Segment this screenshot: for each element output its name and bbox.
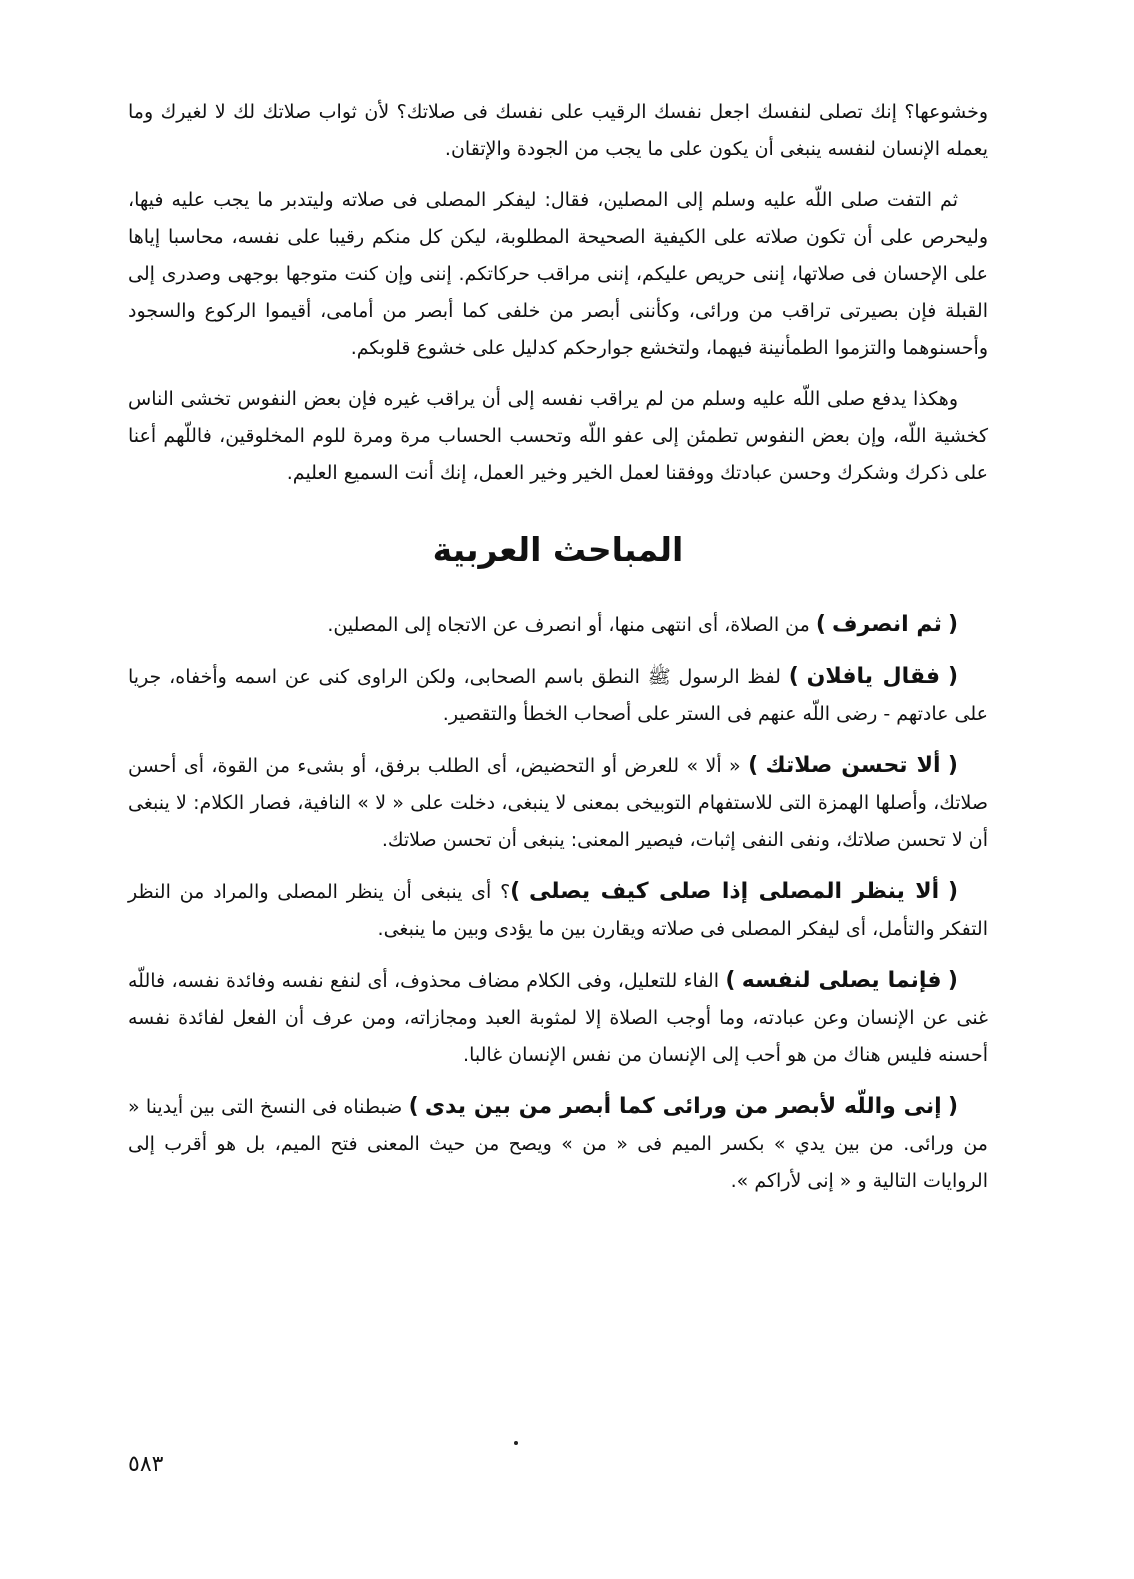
body-paragraph-1: وخشوعها؟ إنك تصلى لنفسك اجعل نفسك الرقيب على نفسك فى صلاتك؟ لأن ثواب صلاتك لك لا لغيرك وما يعمله الإنسان لنفسه ينبغى أن يكون على ما يجب من الجودة والإتقان. xyxy=(128,101,988,160)
gloss-entry: ( ثم انصرف ) من الصلاة، أى انتهى منها، أو انصرف عن الاتجاه إلى المصلين. xyxy=(327,612,958,637)
decorative-dot xyxy=(514,1441,518,1445)
section-heading: المباحث العربية xyxy=(432,530,684,569)
gloss-term: ألا تحسن صلاتك xyxy=(765,753,941,778)
gloss-term: ثم انصرف xyxy=(831,612,942,637)
gloss-text: من الصلاة، أى انتهى منها، أو انصرف عن الاتجاه إلى المصلين. xyxy=(327,614,810,636)
gloss-text: ؟ أى ينبغى أن ينظر المصلى والمراد من النظر التفكر والتأمل، أى ليفكر المصلى فى صلاته ويقارن بين ما يؤدى وبين ما ينبغى. xyxy=(128,881,988,940)
gloss-text: لفظ الرسول ﷺ النطق باسم الصحابى، ولكن الراوى كنى عن اسمه وأخفاه، جريا على عادتهم - رضى اللّه عنهم فى الستر على أصحاب الخطأ والتقصير. xyxy=(128,666,988,725)
page-content xyxy=(128,94,988,1214)
gloss-entry: ( ألا ينظر المصلى إذا صلى كيف يصلى )؟ أى ينبغى أن ينظر المصلى والمراد من النظر التفكر والتأمل، أى ليفكر المصلى فى صلاته ويقارن بين ما يؤدى وبين ما ينبغى. xyxy=(128,879,988,940)
body-paragraph-2: ثم التفت صلى اللّه عليه وسلم إلى المصلين، فقال: ليفكر المصلى فى صلاته وليتدبر ما يجب عليه فيها، وليحرص على أن تكون صلاته على الكيفية الصحيحة المطلوبة، ليكن كل منكم رقيبا على نفسه، محاسبا إياها على الإحسان فى صلاتها، إننى حريص عليكم، إننى مراقب حركاتكم. إننى وإن كنت متوجها بوجهى وصدرى إلى القبلة فإن بصيرتى تراقب من ورائى، وكأننى أبصر من خلفى كما أبصر من أمامى، أقيموا الركوع والسجود وأحسنوهما والتزموا الطمأنينة فيهما، ولتخشع جوارحكم كدليل على خشوع قلوبكم. xyxy=(128,189,988,359)
gloss-text: الفاء للتعليل، وفى الكلام مضاف محذوف، أى لنفع نفسه وفائدة نفسه، فاللّه غنى عن الإنسان وعن عبادته، وما أوجب الصلاة إلا لمثوبة العبد ومجازاته، ومن عرف أن الفعل لفائدة نفسه أحسنه فليس هناك من هو أحب إلى الإنسان من نفس الإنسان غالبا. xyxy=(128,970,988,1066)
gloss-text: « ألا » للعرض أو التحضيض، أى الطلب برفق، أو بشىء من القوة، أى أحسن صلاتك، وأصلها الهمزة التى للاستفهام التوبيخى بمعنى لا ينبغى، دخلت على « لا » النافية، فصار الكلام: لا ينبغى أن لا تحسن صلاتك، ونفى النفى إثبات، فيصير المعنى: ينبغى أن تحسن صلاتك. xyxy=(128,755,988,851)
gloss-entry: ( ألا تحسن صلاتك ) « ألا » للعرض أو التحضيض، أى الطلب برفق، أو بشىء من القوة، أى أحسن صلاتك، وأصلها الهمزة التى للاستفهام التوبيخى بمعنى لا ينبغى، دخلت على « لا » النافية، فصار الكلام: لا ينبغى أن لا تحسن صلاتك، ونفى النفى إثبات، فيصير المعنى: ينبغى أن تحسن صلاتك. xyxy=(128,753,988,851)
gloss-term: فإنما يصلى لنفسه xyxy=(741,968,942,993)
body-paragraph-3: وهكذا يدفع صلى اللّه عليه وسلم من لم يراقب نفسه إلى أن يراقب غيره فإن بعض النفوس تخشى الناس كخشية اللّه، وإن بعض النفوس تطمئن إلى عفو اللّه وتحسب الحساب مرة ومرة للوم المخلوقين، فاللّهم أعنا على ذكرك وشكرك وحسن عبادتك ووفقنا لعمل الخير وخير العمل، إنك أنت السميع العليم. xyxy=(128,388,988,484)
gloss-term: إنى واللّه لأبصر من ورائى كما أبصر من بين يدى xyxy=(424,1094,942,1119)
gloss-entry: ( فإنما يصلى لنفسه ) الفاء للتعليل، وفى الكلام مضاف محذوف، أى لنفع نفسه وفائدة نفسه، فاللّه غنى عن الإنسان وعن عبادته، وما أوجب الصلاة إلا لمثوبة العبد ومجازاته، ومن عرف أن الفعل لفائدة نفسه أحسنه فليس هناك من هو أحب إلى الإنسان من نفس الإنسان غالبا. xyxy=(128,968,988,1066)
gloss-entry: ( إنى واللّه لأبصر من ورائى كما أبصر من بين يدى ) ضبطناه فى النسخ التى بين أيدينا « من ورائى. من بين يدي » بكسر الميم فى « من » ويصح من حيث المعنى فتح الميم، بل هو أقرب إلى الروايات التالية و « إنى لأراكم ». xyxy=(128,1094,988,1192)
gloss-text: ضبطناه فى النسخ التى بين أيدينا « من ورائى. من بين يدي » بكسر الميم فى « من » ويصح من حيث المعنى فتح الميم، بل هو أقرب إلى الروايات التالية و « إنى لأراكم ». xyxy=(128,1096,988,1192)
gloss-term: فقال يافلان xyxy=(806,664,941,689)
gloss-term: ألا ينظر المصلى إذا صلى كيف يصلى xyxy=(529,879,940,904)
page-number: ٥٨٣ xyxy=(128,1452,164,1477)
gloss-entry: ( فقال يافلان ) لفظ الرسول ﷺ النطق باسم الصحابى، ولكن الراوى كنى عن اسمه وأخفاه، جريا على عادتهم - رضى اللّه عنهم فى الستر على أصحاب الخطأ والتقصير. xyxy=(128,664,988,725)
